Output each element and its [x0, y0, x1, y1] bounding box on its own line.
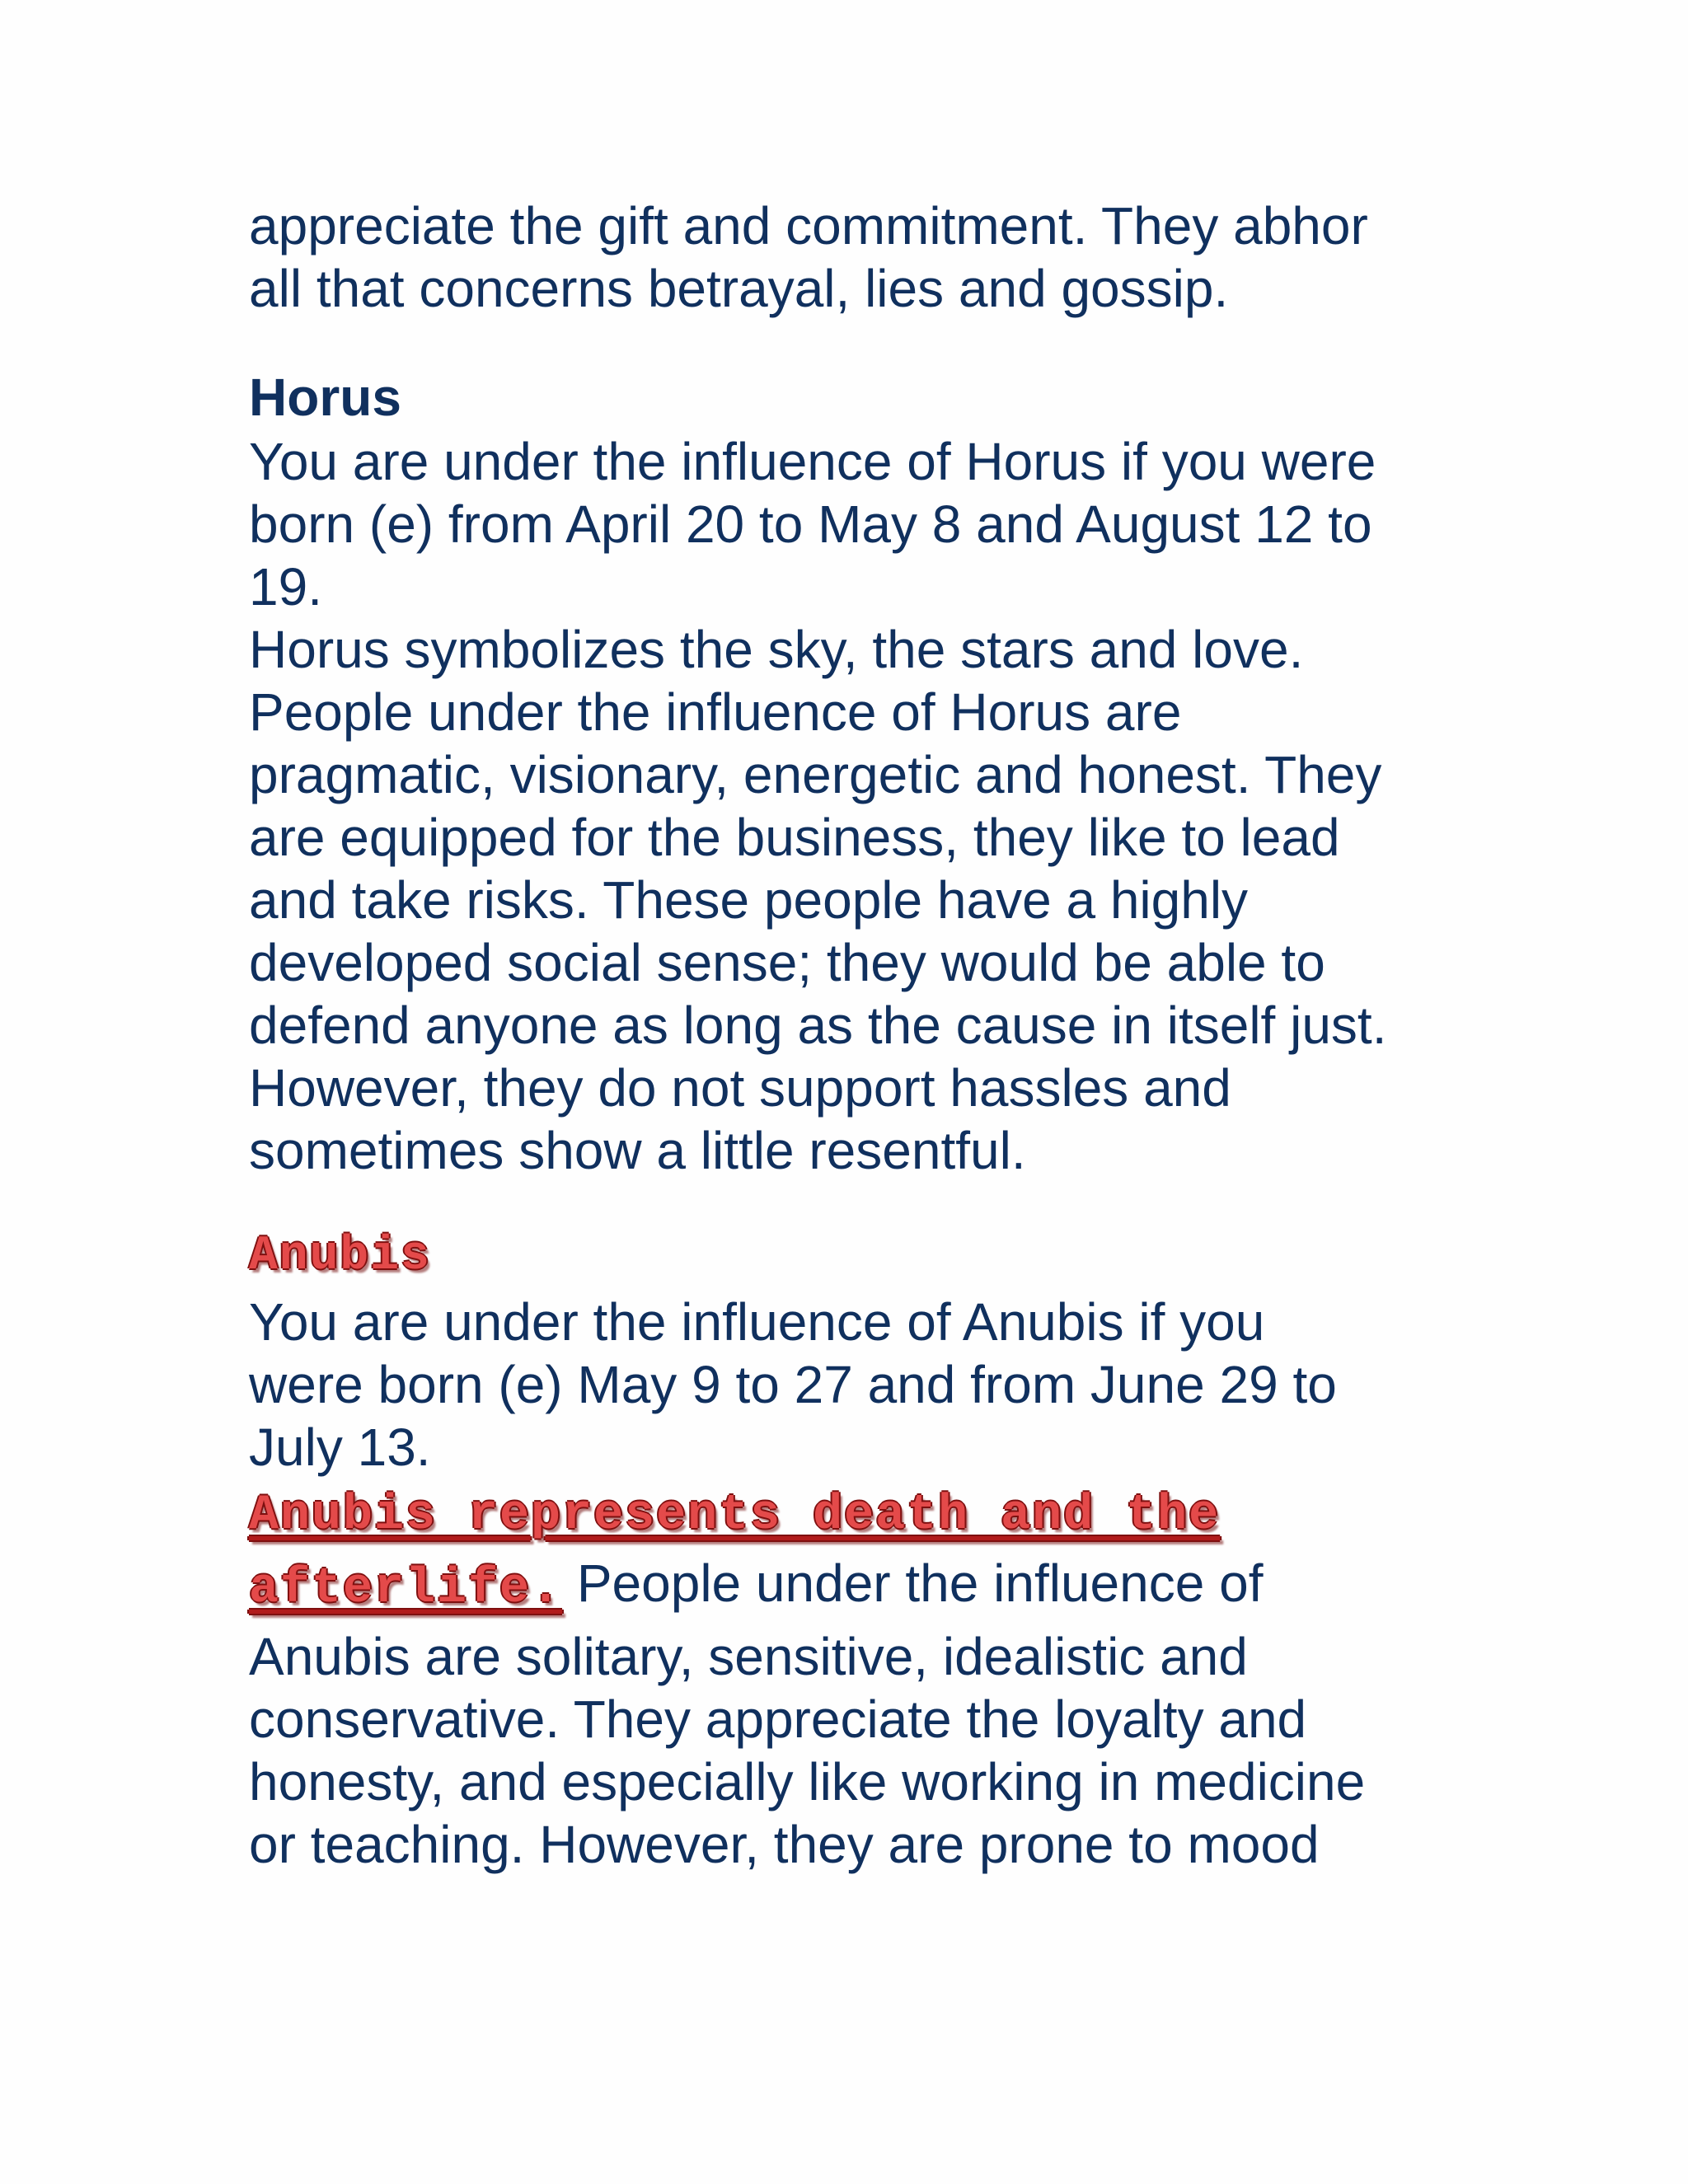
highlighted-text: Anubis represents death and the: [249, 1488, 1221, 1544]
section-heading-horus: Horus: [249, 368, 401, 427]
horus-birth-paragraph: [249, 430, 1469, 618]
highlight-line: [249, 1479, 1469, 1549]
text-line: Anubis are solitary, sensitive, idealistic and: [249, 1627, 1248, 1686]
text-line: developed social sense; they would be able to: [249, 933, 1325, 992]
text-line: defend anyone as long as the cause in itself just.: [249, 996, 1387, 1055]
mixed-text-line: [249, 1549, 1469, 1624]
text-line: born (e) from April 20 to May 8 and August 12 to: [249, 494, 1372, 554]
text-line: sometimes show a little resentful.: [249, 1121, 1026, 1180]
text-line: were born (e) May 9 to 27 and from June 29 to: [249, 1355, 1337, 1414]
text-line: and take risks. These people have a highly: [249, 870, 1249, 930]
page-content: [249, 194, 1469, 1876]
text-line: People under the influence of Horus are: [249, 682, 1182, 742]
text-line: You are under the influence of Anubis if you: [249, 1292, 1265, 1352]
text-line: However, they do not support hassles and: [249, 1058, 1231, 1118]
anubis-description-lines: [249, 1625, 1469, 1876]
highlighted-text: afterlife.: [249, 1561, 563, 1617]
text-line: Horus symbolizes the sky, the stars and love.: [249, 620, 1304, 679]
text-line: honesty, and especially like working in medicine: [249, 1752, 1366, 1811]
text-line: are equipped for the business, they like to lead: [249, 808, 1340, 867]
anubis-description-paragraph: [249, 1479, 1469, 1876]
continuation-text: People under the influence of: [562, 1554, 1264, 1613]
text-line: or teaching. However, they are prone to mood: [249, 1815, 1320, 1874]
text-line: 19.: [249, 557, 322, 616]
text-line: conservative. They appreciate the loyalty and: [249, 1690, 1307, 1749]
section-heading-anubis: Anubis: [249, 1230, 431, 1283]
text-line: all that concerns betrayal, lies and gossip.: [249, 259, 1229, 318]
intro-paragraph: [249, 194, 1469, 320]
text-line: pragmatic, visionary, energetic and honest. They: [249, 745, 1382, 804]
text-line: You are under the influence of Horus if you were: [249, 432, 1376, 491]
text-line: appreciate the gift and commitment. They abhor: [249, 196, 1368, 255]
text-line: July 13.: [249, 1418, 431, 1477]
anubis-birth-paragraph: [249, 1291, 1469, 1479]
horus-description-paragraph: [249, 618, 1469, 1182]
